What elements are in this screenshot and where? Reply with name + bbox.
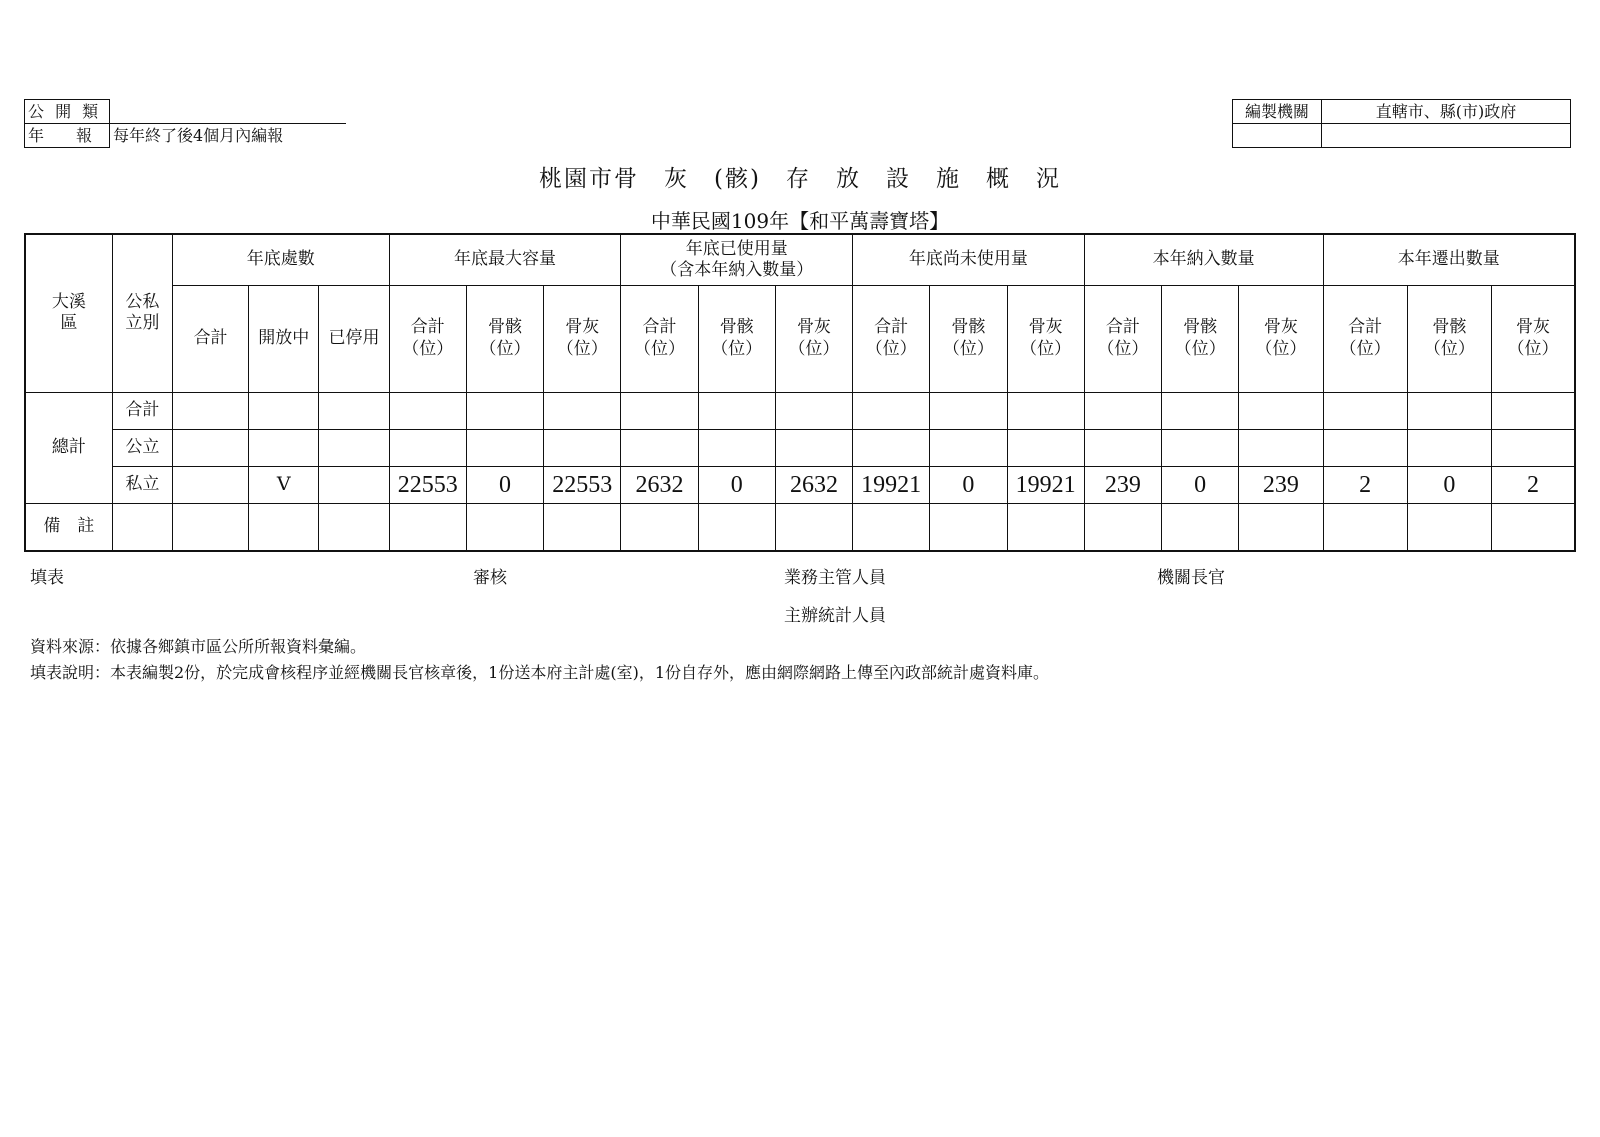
cell-max-total: 22553 [389,466,466,503]
cell-added-ash: 239 [1239,466,1323,503]
row-label-private: 私立 [112,466,172,503]
sub-header: 骨骸 （位） [698,285,775,392]
sub-header: 骨骸 （位） [1407,285,1491,392]
sites-header: 年底處數 [172,234,389,285]
page-subtitle: 中華民國109年【和平萬壽寶塔】 [650,209,950,233]
district-header: 大溪 區 [25,234,112,392]
max-capacity-header: 年底最大容量 [389,234,621,285]
cell-added-bone: 0 [1162,466,1239,503]
added-header: 本年納入數量 [1084,234,1323,285]
cell-used-total: 2632 [621,466,698,503]
sub-header: 骨灰 （位） [775,285,852,392]
compiler-value: 直轄市、縣(市)政府 [1322,100,1571,124]
total-group-label: 總計 [25,392,112,503]
signature-reviewer: 審核 [473,568,507,588]
signature-stats: 主辦統計人員 [784,606,886,626]
table-row-public [25,429,1575,466]
header-right-box [1232,99,1571,148]
sub-header: 合計 （位） [853,285,930,392]
subheader-row [25,285,1575,392]
note-source: 資料來源：依據各鄉鎮市區公所所報資料彙編。 [30,637,367,656]
cell-max-ash: 22553 [544,466,621,503]
cell-sites-total [172,466,248,503]
statistics-table [24,233,1576,552]
unused-header: 年底尚未使用量 [853,234,1085,285]
sub-header: 合計 [172,285,248,392]
signature-manager: 業務主管人員 [784,568,886,588]
table-row-remark [25,503,1575,551]
row-label-public: 公立 [112,429,172,466]
cell-removed-total: 2 [1323,466,1407,503]
used-header: 年底已使用量 （含本年納入數量） [621,234,853,285]
remark-label: 備 註 [25,503,112,551]
cell-added-total: 239 [1084,466,1161,503]
sub-header: 開放中 [249,285,319,392]
table-row-private [25,466,1575,503]
cell-unused-bone: 0 [930,466,1007,503]
sub-header: 骨骸 （位） [930,285,1007,392]
page-title: 桃園市骨 灰 (骸) 存 放 設 施 概 況 [539,166,1061,192]
signature-filler: 填表 [30,568,64,588]
table-row-total [25,392,1575,429]
sub-header: 骨灰 （位） [1492,285,1575,392]
sub-header: 合計 （位） [621,285,698,392]
cell-removed-ash: 2 [1492,466,1575,503]
period-description: 每年終了後4個月內編報 [110,124,347,148]
cell-removed-bone: 0 [1407,466,1491,503]
ownership-header: 公私 立別 [112,234,172,392]
sub-header: 骨骸 （位） [1162,285,1239,392]
sub-header: 合計 （位） [1323,285,1407,392]
header-left-box [24,99,346,148]
compiler-label: 編製機關 [1233,100,1322,124]
sub-header: 骨灰 （位） [1007,285,1084,392]
sub-header: 已停用 [319,285,389,392]
removed-header: 本年遷出數量 [1323,234,1575,285]
note-instructions: 填表說明：本表編製2份，於完成會核程序並經機關長官核章後，1份送本府主計處(室)，1份自存外，應由網際網路上傳至內政部統計處資料庫。 [30,663,1050,682]
cell-unused-total: 19921 [853,466,930,503]
sub-header: 合計 （位） [1084,285,1161,392]
sub-header: 骨灰 （位） [1239,285,1323,392]
period-label: 年 報 [25,124,110,148]
sub-header: 合計 （位） [389,285,466,392]
cell-used-ash: 2632 [775,466,852,503]
cell-sites-open: V [249,466,319,503]
sub-header: 骨骸 （位） [466,285,543,392]
cell-max-bone: 0 [466,466,543,503]
sub-header: 骨灰 （位） [544,285,621,392]
cell-unused-ash: 19921 [1007,466,1084,503]
row-label-total: 合計 [112,392,172,429]
category-label: 公 開 類 [25,100,110,124]
cell-sites-closed [319,466,389,503]
cell-used-bone: 0 [698,466,775,503]
signature-chief: 機關長官 [1157,568,1225,588]
